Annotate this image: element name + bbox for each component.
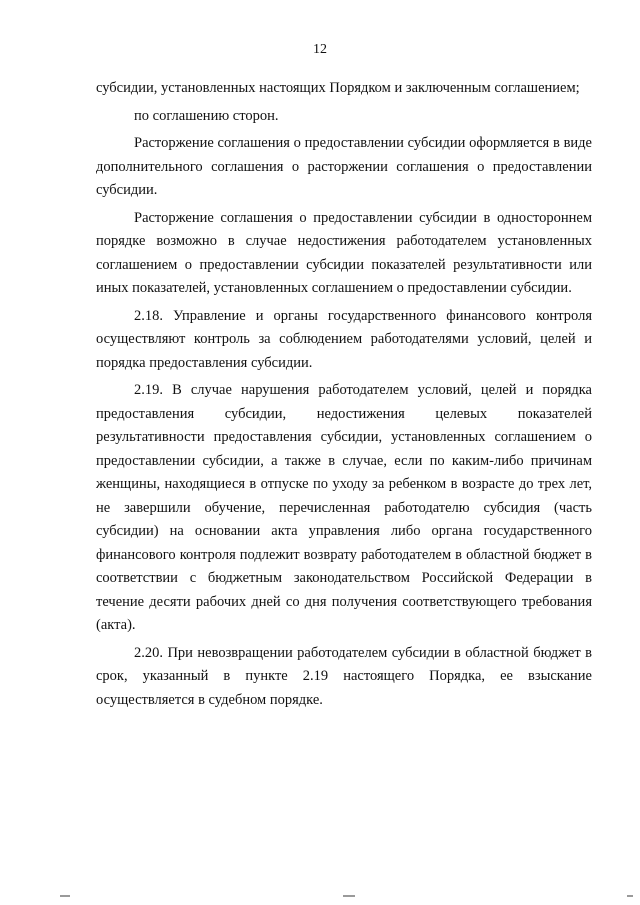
scan-mark-center — [343, 895, 355, 897]
paragraph-by-agreement: по соглашению сторон. — [134, 107, 279, 124]
paragraph-termination-form: Расторжение соглашения о предоставлении субсидии оформляется в виде дополнительного соглашения о расторжении соглашения о предоставлении субсидии. — [96, 135, 592, 198]
paragraph-continuation: субсидии, установленных настоящих Порядком и заключенным соглашением; — [96, 80, 580, 96]
document-body — [96, 77, 592, 712]
paragraph-2-19: 2.19. В случае нарушения работодателем условий, целей и порядка предоставления субсидии, недостижения целевых показателей результативности предоставления субсидии, установленных соглашением о предоставлении субсидии, а также в случае, если по каким-либо причинам женщины, находящиеся в отпуске по уходу за ребенком в возрасте до трех лет, не завершили обучение, перечисленная работодателю субсидия (часть субсидии) на основании акта управления либо органа государственного финансового контроля подлежит возврату работодателем в областной бюджет в соответствии с бюджетным законодательством Российской Федерации в течение десяти рабочих дней со дня получения соответствующего требования (акта). — [96, 382, 592, 633]
scan-mark-left — [60, 895, 70, 897]
page-number: 12 — [313, 42, 327, 57]
paragraph-2-18: 2.18. Управление и органы государственного финансового контроля осуществляют контроль за соблюдением работодателями условий, целей и порядка предоставления субсидии. — [96, 307, 592, 371]
paragraph-2-20: 2.20. При невозвращении работодателем субсидии в областной бюджет в срок, указанный в пункте 2.19 настоящего Порядка, ее взыскание осуществляется в судебном порядке. — [96, 644, 592, 708]
scan-mark-right — [627, 895, 633, 897]
paragraph-unilateral-termination: Расторжение соглашения о предоставлении субсидии в одностороннем порядке возможно в случае недостижения работодателем установленных соглашением о предоставлении субсидии показателей результативности или иных показателей, установленных соглашением о предоставлении субсидии. — [96, 209, 592, 296]
